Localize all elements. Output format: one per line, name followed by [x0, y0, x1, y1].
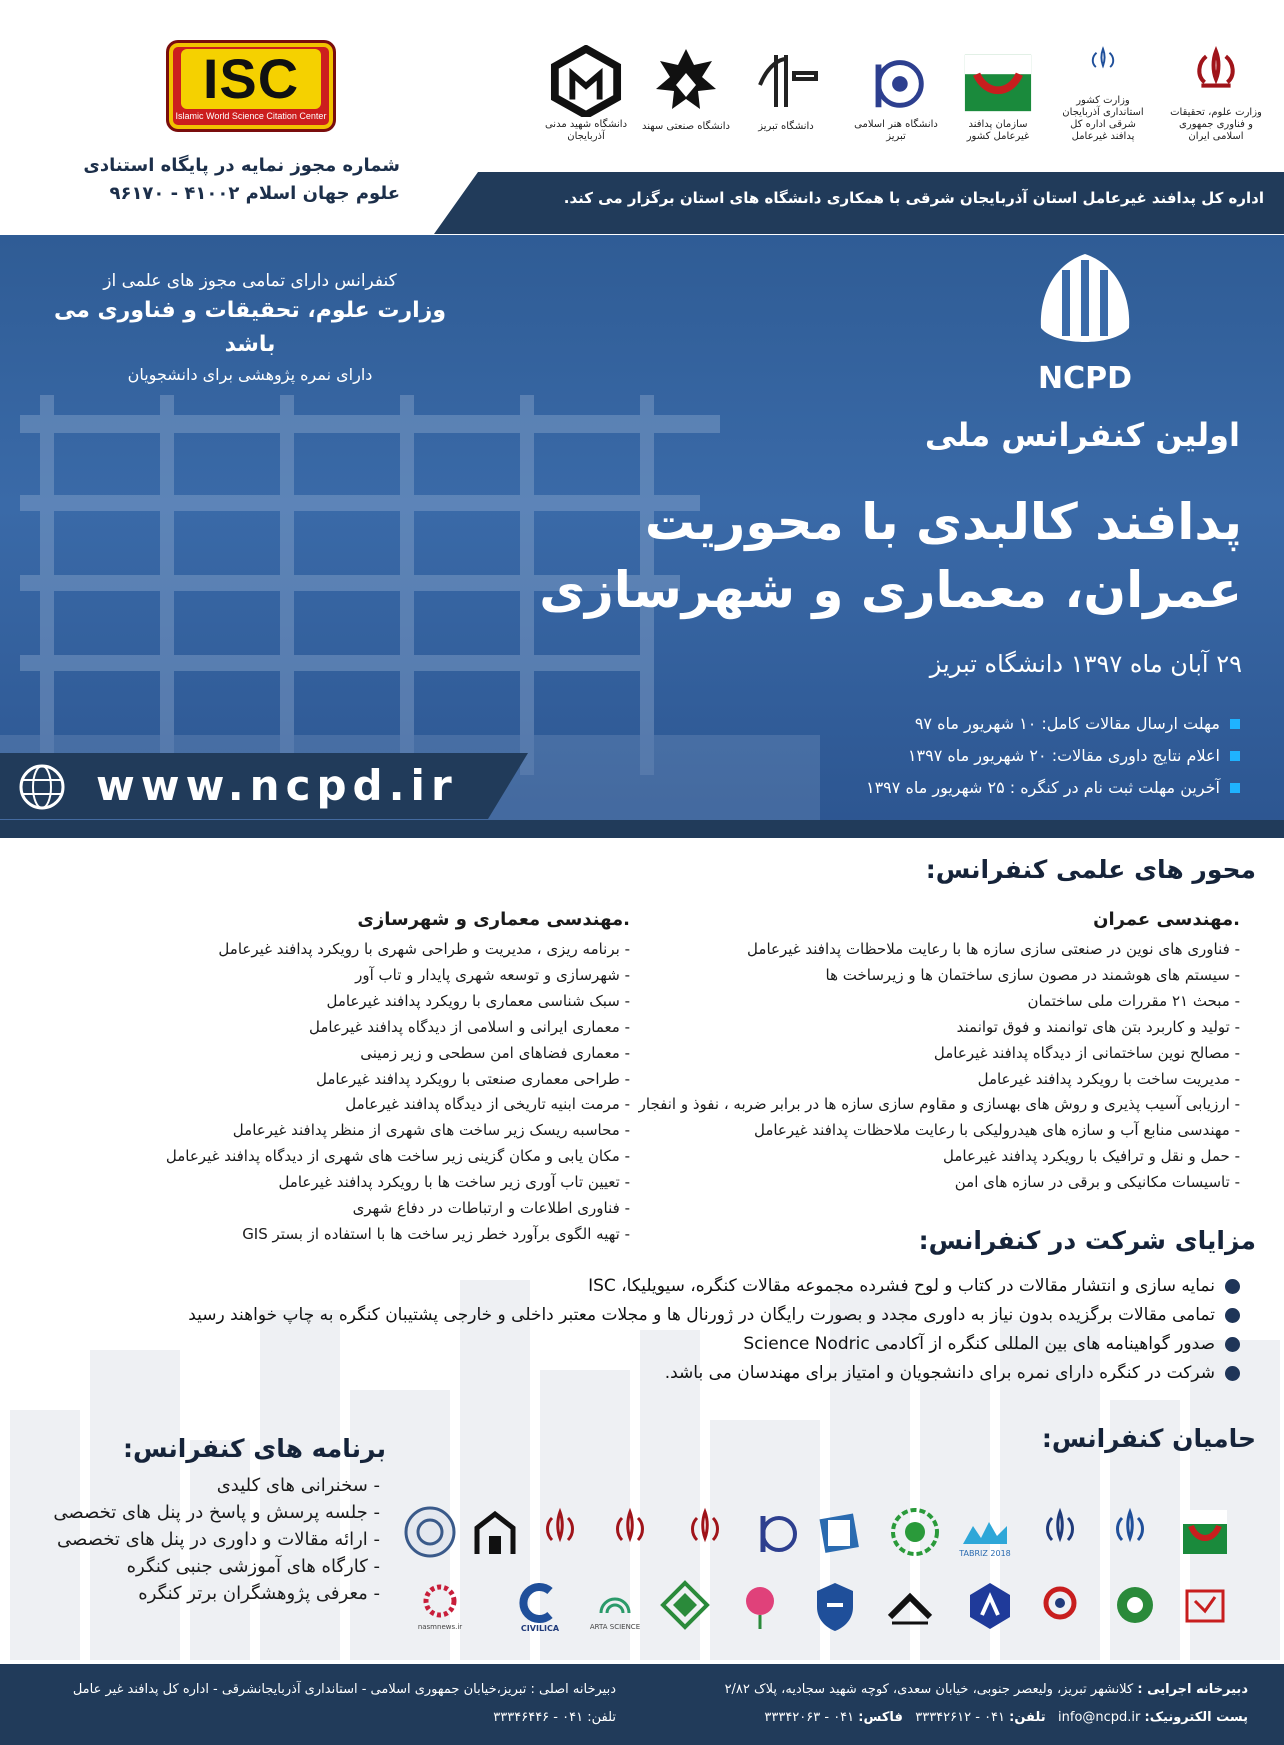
tabriz-2018-icon — [957, 1504, 1013, 1560]
shield-icon — [958, 45, 1038, 117]
list-item: - تولید و کاربرد بتن های توانمند و فوق توانمند — [956, 1017, 1240, 1036]
emblem-icon — [1032, 1504, 1088, 1560]
hero-foot-stripe — [0, 820, 1284, 838]
list-item: - مهندسی منابع آب و سازه های هیدرولیکی با رعایت ملاحظات پدافند غیرعامل — [753, 1121, 1240, 1140]
list-item: - جلسه پرسش و پاسخ در پنل های تخصصی — [53, 1502, 380, 1523]
sponsor-logo — [1105, 1575, 1165, 1635]
benefits-heading: مزایای شرکت در کنفرانس: — [918, 1226, 1256, 1255]
host-band — [478, 172, 1284, 234]
host-text: اداره کل پدافند غیرعامل استان آذربایجان شرقی با همکاری دانشگاه های استان برگزار می کند. — [563, 189, 1264, 207]
sponsor-logo — [805, 1575, 865, 1635]
svg-text:CIVILICA: CIVILICA — [520, 1624, 560, 1633]
iran-emblem-icon — [1176, 45, 1256, 105]
art-university-icon — [856, 45, 936, 117]
sponsor-logo — [730, 1575, 790, 1635]
list-item: - معماری فضاهای امن سطحی و زیر زمینی — [360, 1043, 630, 1062]
sponsor-logo — [465, 1502, 525, 1562]
book-icon — [812, 1504, 868, 1560]
list-item: - معماری ایرانی و اسلامی از دیدگاه پدافند غیرعامل — [308, 1017, 630, 1036]
list-item: - محاسبه ریسک زیر ساخت های شهری از منظر پدافند غیرعامل — [232, 1121, 630, 1140]
list-item: شرکت در کنگره دارای نمره برای دانشجویان و امتیاز برای مهندسان می باشد. — [140, 1359, 1240, 1388]
rose-icon — [732, 1577, 788, 1633]
sponsor-logo — [1175, 1502, 1235, 1562]
benefits-list — [140, 1272, 1240, 1388]
list-item: - تهیه الگوی برآورد خطر زیر ساخت ها با استفاده از بستر GIS — [242, 1224, 630, 1243]
main-secretariat: دبیرخانه اصلی : تبریز،خیابان جمهوری اسلامی - استانداری آذربایجانشرقی - اداره کل پدافند غیر عامل تلفن: ۰۴۱ - ۳۳۳۴۶۴۴۶ — [72, 1682, 616, 1725]
deadline-item: آخرین مهلت ثبت نام در کنگره : ۲۵ شهریور ماه ۱۳۹۷ — [780, 772, 1240, 804]
ncpd-logo — [1030, 250, 1140, 410]
civil-axes: .مهندسی عمران - فناوری های نوین در صنعتی سازی سازه ها با رعایت ملاحظات پدافند غیرعامل - سیستم های هوشمند در مصون سازی ساختمان ها و زیرساخت ها - مبحث ۲۱ مقررات ملی ساختمان - تولید و کاربرد بتن های توانمند و فوق توانمند - مصالح نوین ساختمانی از دیدگاه پدافند غیرعامل - مدیریت ساخت با رویکرد پدافند غیرعامل - ارزیابی آسیب پذیری و روش های بهسازی و مقاوم سازی سازه ها در برابر ضربه ، نفوذ و انفجار - مهندسی منابع آب و سازه های هیدرولیکی با رعایت ملاحظات پدافند غیرعامل - حمل و نقل و ترافیک با رویکرد پدافند غیرعامل - تاسیسات مکانیکی و برقی در سازه های امن — [600, 905, 1240, 1196]
list-item: - تاسیسات مکانیکی و برقی در سازه های امن — [954, 1173, 1240, 1192]
star-icon — [646, 45, 726, 119]
list-item: - کارگاه های آموزشی جنبی کنگره — [126, 1556, 380, 1577]
list-item: نمایه سازی و انتشار مقالات در کتاب و لوح فشرده مجموعه مقالات کنگره، سیویلیکا، ISC — [140, 1272, 1240, 1301]
map-icon — [1177, 1577, 1233, 1633]
badge-icon — [1032, 1577, 1088, 1633]
civilica-icon — [512, 1577, 568, 1633]
list-item: - برنامه ریزی ، مدیریت و طراحی شهری با رویکرد پدافند غیرعامل — [218, 940, 630, 958]
sponsor-logo — [1030, 1502, 1090, 1562]
bullet-dot-icon — [1225, 1279, 1240, 1294]
gear-icon — [1107, 1577, 1163, 1633]
axes-heading: محور های علمی کنفرانس: — [925, 855, 1256, 884]
list-item: - سیستم های هوشمند در مصون سازی ساختمان ها و زیرساخت ها — [825, 965, 1240, 984]
art-university-icon — [747, 1504, 803, 1560]
madani-university-icon — [546, 45, 626, 117]
architecture-icon — [467, 1504, 523, 1560]
isc-license: شماره مجوز نمایه در پایگاه استنادی علوم جهان اسلام ۴۱۰۰۲ - ۹۶۱۷۰ — [83, 155, 400, 204]
sponsor-logo — [880, 1575, 940, 1635]
logo-sahand: دانشگاه صنعتی سهند — [640, 45, 732, 143]
programs-list — [10, 1472, 380, 1607]
sponsors-heading: حامیان کنفرانس: — [1041, 1424, 1256, 1453]
sponsor-logo — [1030, 1575, 1090, 1635]
sponsor-logo — [1175, 1575, 1235, 1635]
header — [0, 0, 1284, 235]
list-item: - مکان یابی و مکان گزینی زیر ساخت های شهری از دیدگاه پدافند غیرعامل — [165, 1147, 630, 1166]
architecture-axes: .مهندسی معماری و شهرسازی - برنامه ریزی ، مدیریت و طراحی شهری با رویکرد پدافند غیرعامل - شهرسازی و توسعه شهری پایدار و تاب آور - سبک شناسی معماری با رویکرد پدافند غیرعامل - معماری ایرانی و اسلامی از دیدگاه پدافند غیرعامل - معماری فضاهای امن سطحی و زیر زمینی - طراحی معماری صنعتی با رویکرد پدافند غیرعامل - مرمت ابنیه تاریخی از دیدگاه پدافند غیرعامل - محاسبه ریسک زیر ساخت های شهری از منظر پدافند غیرعامل - مکان یابی و مکان گزینی زیر ساخت های شهری از دیدگاه پدافند غیرعامل - تعیین تاب آوری زیر ساخت ها با رویکرد پدافند غیرعامل - فناوری اطلاعات و ارتباطات در دفاع شهری - تهیه الگوی برآورد خطر زیر ساخت ها با استفاده از بستر GIS — [100, 905, 630, 1248]
sponsor-logo — [530, 1502, 590, 1562]
list-item: - شهرسازی و توسعه شهری پایدار و تاب آور — [355, 965, 630, 984]
bullet-dot-icon — [1225, 1308, 1240, 1323]
logo-passive-defense: سازمان پدافند غیرعامل کشور — [952, 45, 1044, 143]
sponsor-logo-civilica — [510, 1575, 570, 1635]
list-item: - مصالح نوین ساختمانی از دیدگاه پدافند غیرعامل — [933, 1043, 1240, 1062]
sponsor-logo — [1100, 1502, 1160, 1562]
emblem-icon — [1102, 1504, 1158, 1560]
deadline-item: اعلام نتایج داوری مقالات: ۲۰ شهریور ماه ۱۳۹۷ — [780, 740, 1240, 772]
seal-icon — [402, 1504, 458, 1560]
approval-note: کنفرانس دارای تمامی مجوز های علمی از وزارت علوم، تحقیقات و فناوری می باشد دارای نمره پژوهشی برای دانشجویان — [53, 271, 447, 384]
website-link[interactable]: www.ncpd.ir — [96, 761, 458, 810]
website-bar[interactable] — [0, 753, 488, 819]
emblem-icon — [1063, 45, 1143, 93]
sponsor-logo — [655, 1575, 715, 1635]
footer — [0, 1664, 1284, 1745]
sponsor-logo-nasm — [410, 1575, 470, 1635]
list-item: - ارزیابی آسیب پذیری و روش های بهسازی و مقاوم سازی سازه ها در برابر ضربه ، نفوذ و انفجار — [638, 1095, 1240, 1114]
engineering-org-icon — [882, 1577, 938, 1633]
list-item: - مبحث ۲۱ مقررات ملی ساختمان — [1027, 991, 1240, 1010]
list-item: - معرفی پژوهشگران برتر کنگره — [138, 1583, 380, 1604]
list-item: تمامی مقالات برگزیده بدون نیاز به داوری مجدد و بصورت رایگان در ژورنال ها و مجلات معتبر داخلی و خارجی پشتیبان کنگره به چاپ خواهند رسید — [140, 1301, 1240, 1330]
azad-university-icon — [962, 1577, 1018, 1633]
logo-msrt: وزارت علوم، تحقیقات و فناوری جمهوری اسلامی ایران — [1170, 45, 1262, 143]
nasm-news-icon — [412, 1577, 468, 1633]
deadline-item: مهلت ارسال مقالات کامل: ۱۰ شهریور ماه ۹۷ — [780, 708, 1240, 740]
bullet-dot-icon — [1225, 1337, 1240, 1352]
emblem-icon — [602, 1504, 658, 1560]
list-item: صدور گواهینامه های بین المللی کنگره از آکادمی Science Nodric — [140, 1330, 1240, 1359]
sponsor-logo — [400, 1502, 460, 1562]
sponsor-logo — [675, 1502, 735, 1562]
bullet-square-icon — [1230, 783, 1240, 793]
email-link[interactable]: info@ncpd.ir — [1058, 1710, 1141, 1725]
flower-icon — [887, 1504, 943, 1560]
executive-secretariat: دبیرخانه اجرایی : کلانشهر تبریز، ولیعصر جنوبی، خیابان سعدی، کوچه شهید سجادیه، پلاک ۲/۸۲ پست الکترونیک: info@ncpd.ir تلفن: ۰۴۱ - ۳۳۳۴۲۶۱۲ فاکس: ۰۴۱ - ۳۳۳۴۲۰۶۳ — [724, 1682, 1248, 1725]
svg-text:ARTA SCIENCE: ARTA SCIENCE — [589, 1623, 641, 1631]
sponsor-logo — [885, 1502, 945, 1562]
shield-icon — [807, 1577, 863, 1633]
list-item: - فناوری اطلاعات و ارتباطات در دفاع شهری — [352, 1199, 630, 1218]
logo-ostandari: وزارت کشور استانداری آذربایجان شرقی اداره کل پدافند غیرعامل — [1057, 45, 1149, 143]
list-item: - تعیین تاب آوری زیر ساخت ها با رویکرد پدافند غیرعامل — [278, 1173, 630, 1192]
logo-art-university: دانشگاه هنر اسلامی تبریز — [850, 45, 942, 143]
svg-text:nasmnews.ir: nasmnews.ir — [417, 1623, 463, 1631]
globe-icon — [18, 763, 66, 811]
tabriz-university-icon — [746, 45, 826, 119]
list-item: - سخنرانی های کلیدی — [216, 1475, 380, 1496]
sponsor-logo — [600, 1502, 660, 1562]
sponsor-logo-tabriz2018 — [955, 1502, 1015, 1562]
emblem-icon — [532, 1504, 588, 1560]
pattern-icon — [657, 1577, 713, 1633]
arta-science-icon — [587, 1577, 643, 1633]
list-item: - ارائه مقالات و داوری در پنل های تخصصی — [57, 1529, 380, 1550]
deadlines-list — [780, 708, 1240, 804]
logo-madani: دانشگاه شهید مدنی آذربایجان — [540, 45, 632, 143]
passive-defense-icon — [1177, 1504, 1233, 1560]
conference-subtitle: اولین کنفرانس ملی — [924, 416, 1240, 454]
bullet-square-icon — [1230, 719, 1240, 729]
isc-logo: ISC Islamic World Science Citation Center — [166, 40, 336, 132]
conference-title: پدافند کالبدی با محوریت عمران، معماری و شهرسازی — [539, 493, 1242, 619]
ncpd-logo-text: NCPD — [1037, 361, 1133, 396]
list-item: - طراحی معماری صنعتی با رویکرد پدافند غیرعامل — [316, 1069, 630, 1088]
list-item: - مدیریت ساخت با رویکرد پدافند غیرعامل — [977, 1069, 1240, 1088]
sponsor-logo — [960, 1575, 1020, 1635]
list-item: - حمل و نقل و ترافیک با رویکرد پدافند غیرعامل — [943, 1147, 1240, 1166]
programs-heading: برنامه های کنفرانس: — [123, 1434, 386, 1463]
sponsor-logo — [810, 1502, 870, 1562]
conference-date: ۲۹ آبان ماه ۱۳۹۷ دانشگاه تبریز — [929, 650, 1242, 678]
sponsor-logo — [745, 1502, 805, 1562]
sponsor-logo-arta — [585, 1575, 645, 1635]
list-item: - فناوری های نوین در صنعتی سازی سازه ها با رعایت ملاحظات پدافند غیرعامل — [747, 940, 1240, 958]
list-item: - سبک شناسی معماری با رویکرد پدافند غیرعامل — [326, 991, 630, 1010]
logo-tabriz-university: دانشگاه تبریز — [740, 45, 832, 143]
list-item: - مرمت ابنیه تاریخی از دیدگاه پدافند غیرعامل — [345, 1095, 630, 1114]
bullet-dot-icon — [1225, 1366, 1240, 1381]
emblem-icon — [677, 1504, 733, 1560]
bullet-square-icon — [1230, 751, 1240, 761]
svg-text:TABRIZ 2018: TABRIZ 2018 — [959, 1549, 1011, 1558]
